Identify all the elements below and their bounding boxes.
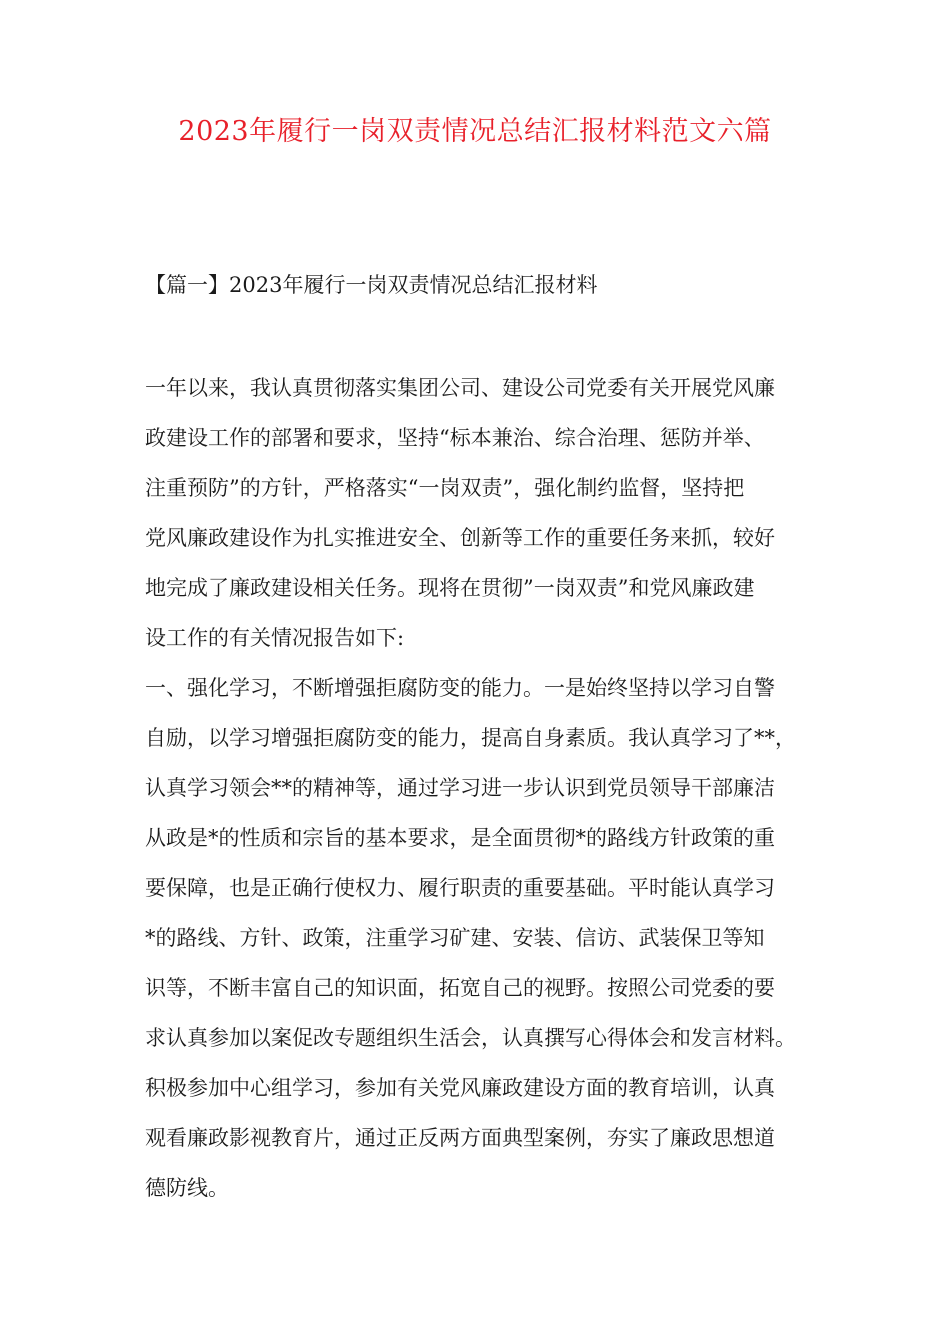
text-line: 自励，以学习增强拒腐防变的能力，提高自身素质。我认真学习了**， (145, 726, 796, 750)
text-line: 注重预防”的方针，严格落实“一岗双责”，强化制约监督，坚持把 (145, 476, 745, 500)
text-line: 一年以来，我认真贯彻落实集团公司、建设公司党委有关开展党风廉 (145, 376, 775, 400)
text-line: 德防线。 (145, 1176, 229, 1200)
paragraph-study (145, 663, 825, 1213)
text-line: 认真学习领会**的精神等，通过学习进一步认识到党员领导干部廉洁 (145, 776, 775, 800)
text-line: 一、强化学习，不断增强拒腐防变的能力。一是始终坚持以学习自警 (145, 676, 775, 700)
section-heading: 【篇一】2023年履行一岗双责情况总结汇报材料 (145, 273, 598, 297)
text-line: 求认真参加以案促改专题组织生活会，认真撰写心得体会和发言材料。 (145, 1026, 796, 1050)
paragraph-intro (145, 363, 825, 663)
text-line: 识等，不断丰富自己的知识面，拓宽自己的视野。按照公司党委的要 (145, 976, 775, 1000)
text-line: 积极参加中心组学习，参加有关党风廉政建设方面的教育培训，认真 (145, 1076, 775, 1100)
text-line: 观看廉政影视教育片，通过正反两方面典型案例，夯实了廉政思想道 (145, 1126, 775, 1150)
text-line: 设工作的有关情况报告如下: (145, 626, 405, 650)
text-line: 政建设工作的部署和要求，坚持“标本兼治、综合治理、惩防并举、 (145, 426, 765, 450)
text-line: 从政是*的性质和宗旨的基本要求，是全面贯彻*的路线方针政策的重 (145, 826, 775, 850)
text-line: *的路线、方针、政策，注重学习矿建、安装、信访、武装保卫等知 (145, 926, 765, 950)
text-line: 地完成了廉政建设相关任务。现将在贯彻”一岗双责”和党风廉政建 (145, 576, 755, 600)
text-line: 党风廉政建设作为扎实推进安全、创新等工作的重要任务来抓，较好 (145, 526, 775, 550)
text-line: 要保障，也是正确行使权力、履行职责的重要基础。平时能认真学习 (145, 876, 775, 900)
document-title: 2023年履行一岗双责情况总结汇报材料范文六篇 (178, 116, 772, 147)
